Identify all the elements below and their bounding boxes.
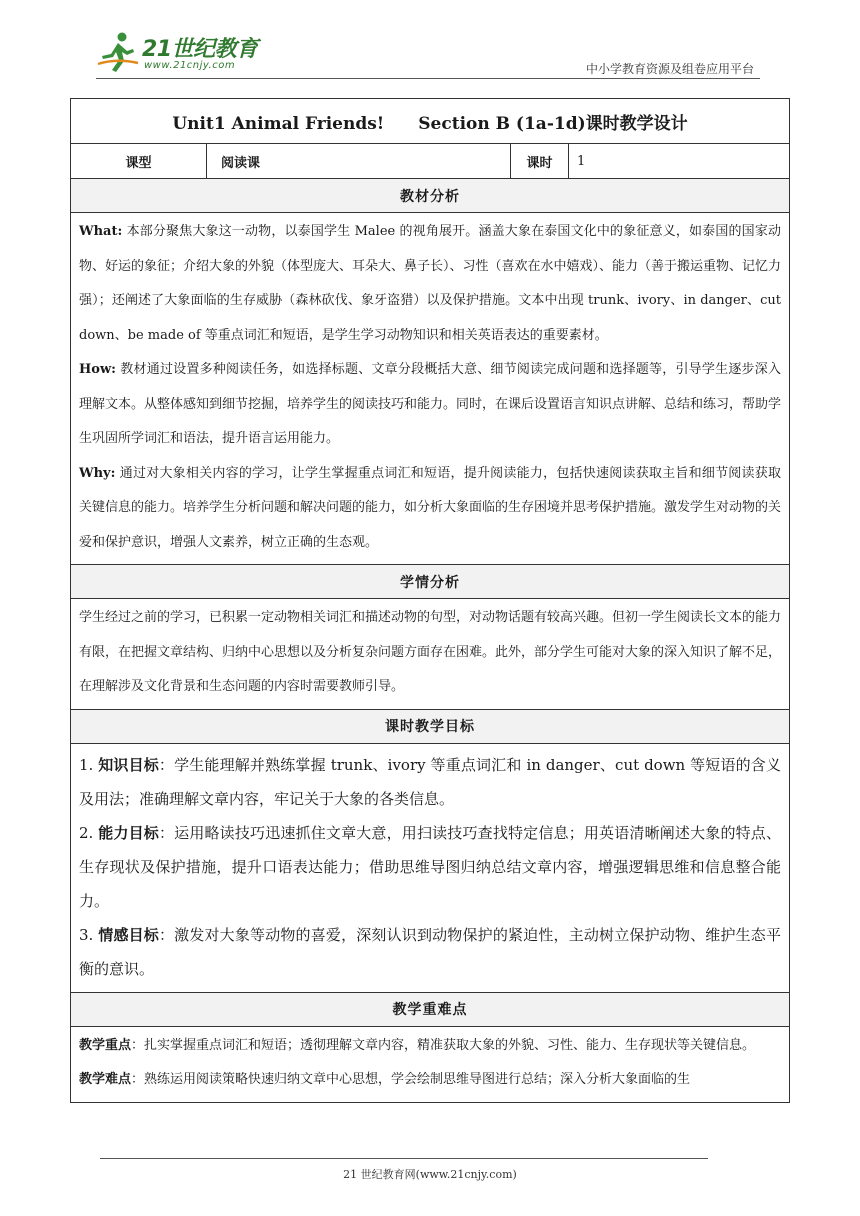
objective-number: 1. — [79, 755, 99, 774]
learner-analysis — [71, 599, 789, 710]
how-label: How: — [79, 362, 116, 377]
lesson-type-value: 阅读课 — [207, 144, 511, 178]
objective-label: 能力目标 — [98, 823, 159, 842]
difficulty-paragraph — [79, 1063, 781, 1098]
objective-number: 2. — [79, 823, 99, 842]
objective-text: ：学生能理解并熟练掌握 trunk、ivory 等重点词汇和 in danger、cut down 等短语的含义及用法；准确理解文章内容，牢记关于大象的各类信息。 — [79, 755, 781, 808]
meta-row — [71, 144, 789, 179]
objective-number: 3. — [79, 925, 99, 944]
section-heading-objectives: 课时教学目标 — [71, 710, 789, 744]
objective-label: 知识目标 — [98, 755, 159, 774]
focus-label: 教学重点 — [79, 1037, 132, 1053]
material-analysis — [71, 213, 789, 565]
section-heading-analysis: 教材分析 — [71, 179, 789, 213]
why-text: 通过对大象相关内容的学习，让学生掌握重点词汇和短语，提升阅读能力，包括快速阅读获取主旨和细节阅读获取关键信息的能力。培养学生分析问题和解决问题的能力，如分析大象面临的生存困境并思考保护措施。激发学生对动物的关爱和保护意识，增强人文素养，树立正确的生态观。 — [79, 465, 782, 550]
objective-text: ：激发对大象等动物的喜爱，深刻认识到动物保护的紧迫性，主动树立保护动物、维护生态平衡的意识。 — [79, 925, 781, 978]
lesson-objectives — [71, 744, 789, 993]
objective-text: ：运用略读技巧迅速抓住文章大意，用扫读技巧查找特定信息；用英语清晰阐述大象的特点、生存现状及保护措施，提升口语表达能力；借助思维导图归纳总结文章内容，增强逻辑思维和信息整合能力。 — [79, 823, 781, 910]
objective-label: 情感目标 — [98, 925, 159, 944]
why-paragraph — [79, 457, 781, 561]
what-text: 本部分聚焦大象这一动物，以泰国学生 Malee 的视角展开。涵盖大象在泰国文化中的象征意义，如泰国的国家动物、好运的象征；介绍大象的外貌（体型庞大、耳朵大、鼻子长）、习性（喜欢在水中嬉戏）、能力（善于搬运重物、记忆力强）；还阐述了大象面临的生存威胁（森林砍伐、象牙盗猎）以及保护措施。文本中出现 trunk、ivory、in danger、cut down、be made of 等重点词汇和短语，是学生学习动物知识和相关英语表达的重要素材。 — [79, 224, 782, 343]
lesson-plan-table — [70, 98, 790, 1103]
header-divider — [96, 78, 760, 79]
runner-logo-icon — [96, 30, 140, 74]
section-heading-keypoints: 教学重难点 — [71, 993, 789, 1027]
what-paragraph — [79, 215, 781, 353]
what-label: What: — [79, 224, 123, 239]
objective-item — [79, 816, 781, 918]
page-header — [0, 0, 860, 84]
footer-divider — [100, 1158, 708, 1159]
focus-text: ：扎实掌握重点词汇和短语；透彻理解文章内容，精准获取大象的外貌、习性、能力、生存现状等关键信息。 — [131, 1037, 756, 1053]
logo-url: www.21cnjy.com — [144, 60, 236, 71]
key-difficult-points — [71, 1027, 789, 1102]
site-logo[interactable] — [96, 30, 266, 78]
difficulty-text: ：熟练运用阅读策略快速归纳文章中心思想，学会绘制思维导图进行总结；深入分析大象面临的生 — [131, 1072, 691, 1087]
objective-item — [79, 918, 781, 986]
page-footer[interactable]: 21 世纪教育网(www.21cnjy.com) — [343, 1168, 517, 1181]
section-heading-learners: 学情分析 — [71, 565, 789, 599]
period-value: 1 — [577, 153, 586, 169]
lesson-type-label: 课型 — [71, 144, 207, 178]
why-label: Why: — [79, 465, 116, 481]
objective-item — [79, 748, 781, 816]
how-text: 教材通过设置多种阅读任务，如选择标题、文章分段概括大意、细节阅读完成问题和选择题等，引导学生逐步深入理解文本。从整体感知到细节挖掘，培养学生的阅读技巧和能力。同时，在课后设置语言知识点讲解、总结和练习，帮助学生巩固所学词汇和语法，提升语言运用能力。 — [79, 362, 782, 446]
how-paragraph — [79, 353, 781, 457]
logo-wordmark: 21世纪教育 — [142, 37, 258, 62]
difficulty-label: 教学难点 — [79, 1072, 132, 1087]
platform-name: 中小学教育资源及组卷应用平台 — [585, 62, 754, 76]
focus-paragraph — [79, 1029, 781, 1064]
document-title: Unit1 Animal Friends! Section B (1a-1d)课时教学设计 — [71, 99, 789, 144]
learner-text: 学生经过之前的学习，已积累一定动物相关词汇和描述动物的句型，对动物话题有较高兴趣。但初一学生阅读长文本的能力有限，在把握文章结构、归纳中心思想以及分析复杂问题方面存在困难。此外，部分学生可能对大象的深入知识了解不足，在理解涉及文化背景和生态问题的内容时需要教师引导。 — [79, 610, 782, 694]
period-label: 课时 — [511, 144, 569, 178]
